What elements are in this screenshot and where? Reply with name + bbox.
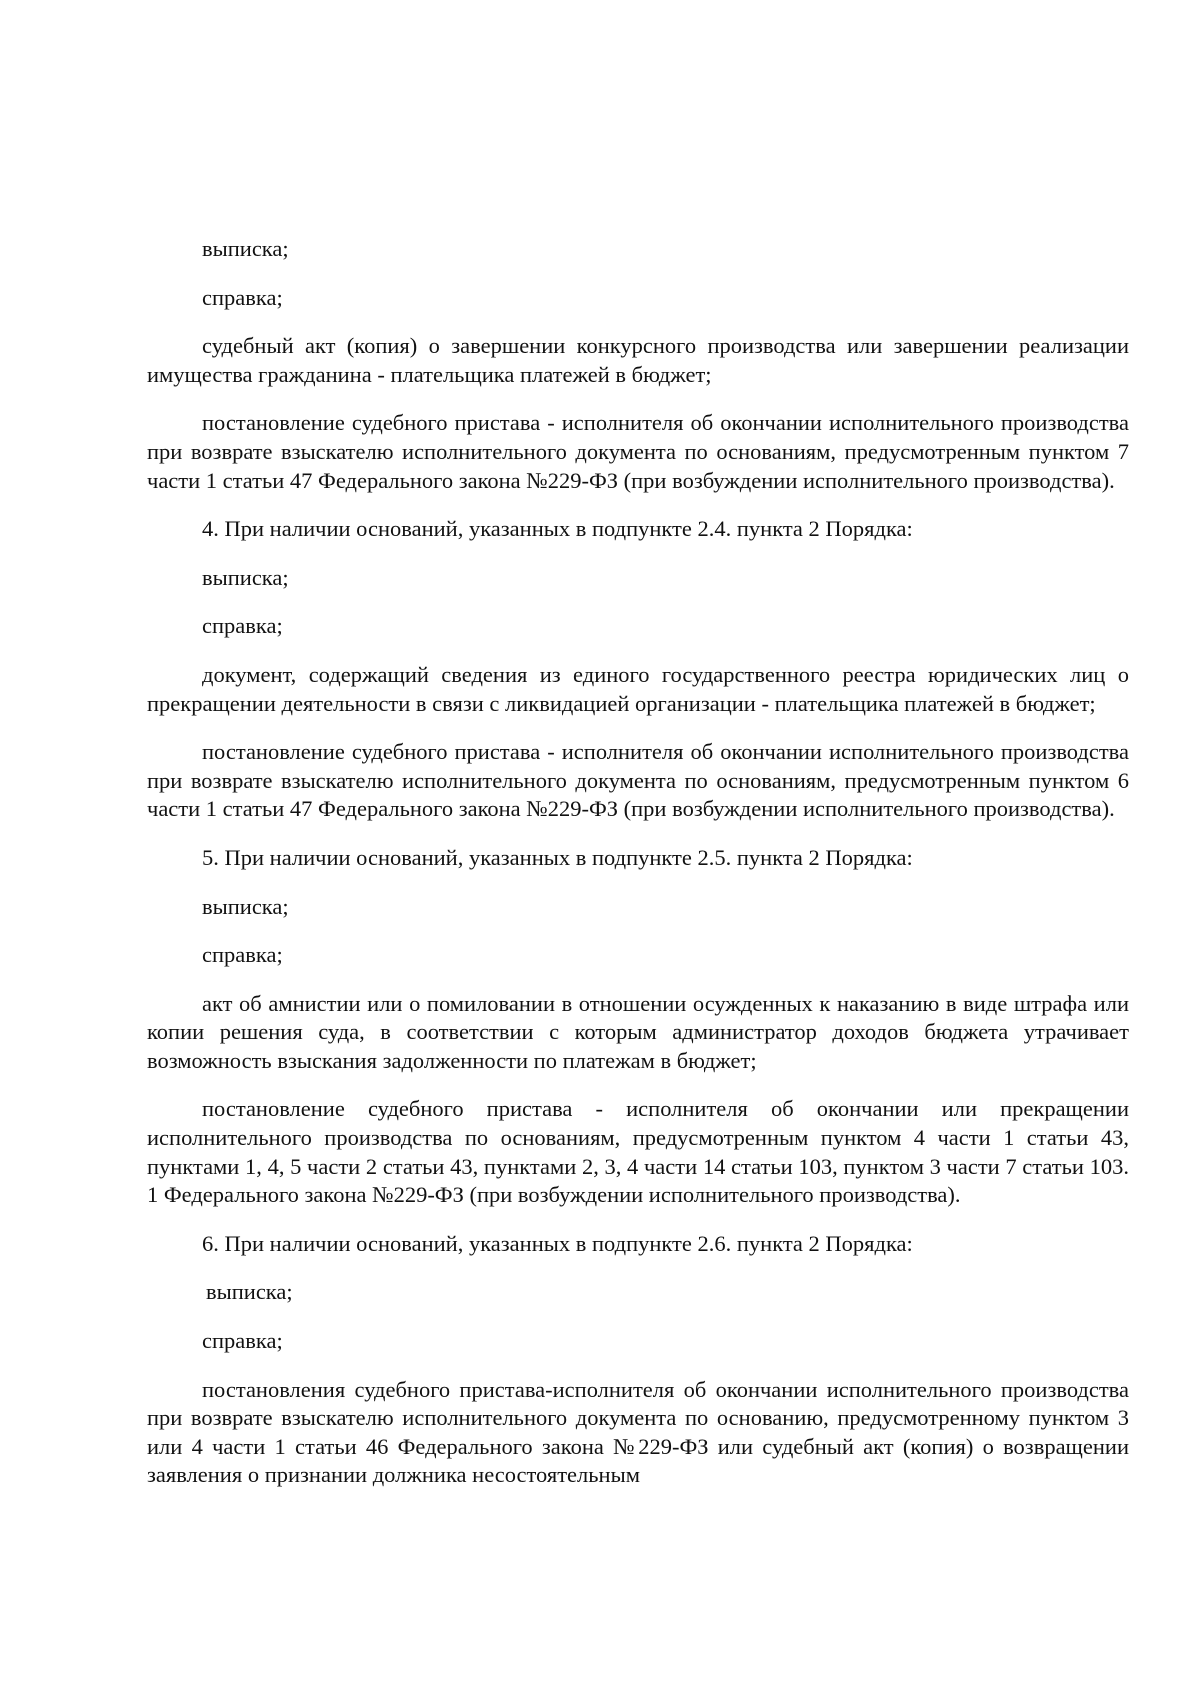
paragraph-amnesty-act: акт об амнистии или о помиловании в отношении осужденных к наказанию в виде штрафа или копии решения суда, в соответствии с которым администратор доходов бюджета утрачивает возможность взыскания задолженности по платежам в бюджет; [147,990,1129,1073]
section-heading-6: 6. При наличии оснований, указанных в подпункте 2.6. пункта 2 Порядка: [202,1230,913,1256]
section-heading-4: 4. При наличии оснований, указанных в подпункте 2.4. пункта 2 Порядка: [202,516,913,542]
paragraph-vypiska: выписка; [202,893,289,919]
paragraph-postanovleniya: постановления судебного пристава-исполнителя об окончании исполнительного производства при возврате взыскателю исполнительного документа по основанию, предусмотренному пунктом 3 или 4 части 1 статьи 46 Федерального закона №229-ФЗ или судебный акт (копия) о возвращении заявления о признании должника несостоятельным [147,1376,1129,1488]
paragraph-spravka: справка; [202,942,283,968]
paragraph-sudebny-akt: судебный акт (копия) о завершении конкурсного производства или завершении реализации имущества гражданина - плательщика платежей в бюджет; [147,333,1129,387]
paragraph-spravka: справка; [202,613,283,639]
section-heading-5: 5. При наличии оснований, указанных в подпункте 2.5. пункта 2 Порядка: [202,844,913,870]
paragraph-postanovlenie: постановление судебного пристава - исполнителя об окончании исполнительного производства при возврате взыскателю исполнительного документа по основаниям, предусмотренным пунктом 7 части 1 статьи 47 Федерального закона №229-ФЗ (при возбуждении исполнительного производства). [147,410,1129,493]
paragraph-vypiska: выписка; [202,236,289,261]
document-body [147,235,1129,1510]
paragraph-vypiska: выписка; [202,564,289,590]
paragraph-spravka: справка; [202,1328,283,1354]
paragraph-spravka: справка; [202,284,283,310]
paragraph-postanovlenie: постановление судебного пристава - исполнителя об окончании исполнительного производства при возврате взыскателю исполнительного документа по основаниям, предусмотренным пунктом 6 части 1 статьи 47 Федерального закона №229-ФЗ (при возбуждении исполнительного производства). [147,739,1129,822]
paragraph-postanovlenie: постановление судебного пристава - исполнителя об окончании или прекращении исполнительного производства по основаниям, предусмотренным пунктом 4 части 1 статьи 43, пунктами 1, 4, 5 части 2 статьи 43, пунктами 2, 3, 4 части 14 статьи 103, пунктом 3 части 7 статьи 103. 1 Федерального закона №229-ФЗ (при возбуждении исполнительного производства). [147,1096,1129,1208]
paragraph-egryul-document: документ, содержащий сведения из единого государственного реестра юридических лиц о прекращении деятельности в связи с ликвидацией организации - плательщика платежей в бюджет; [147,661,1129,716]
paragraph-vypiska: выписка; [206,1279,293,1305]
